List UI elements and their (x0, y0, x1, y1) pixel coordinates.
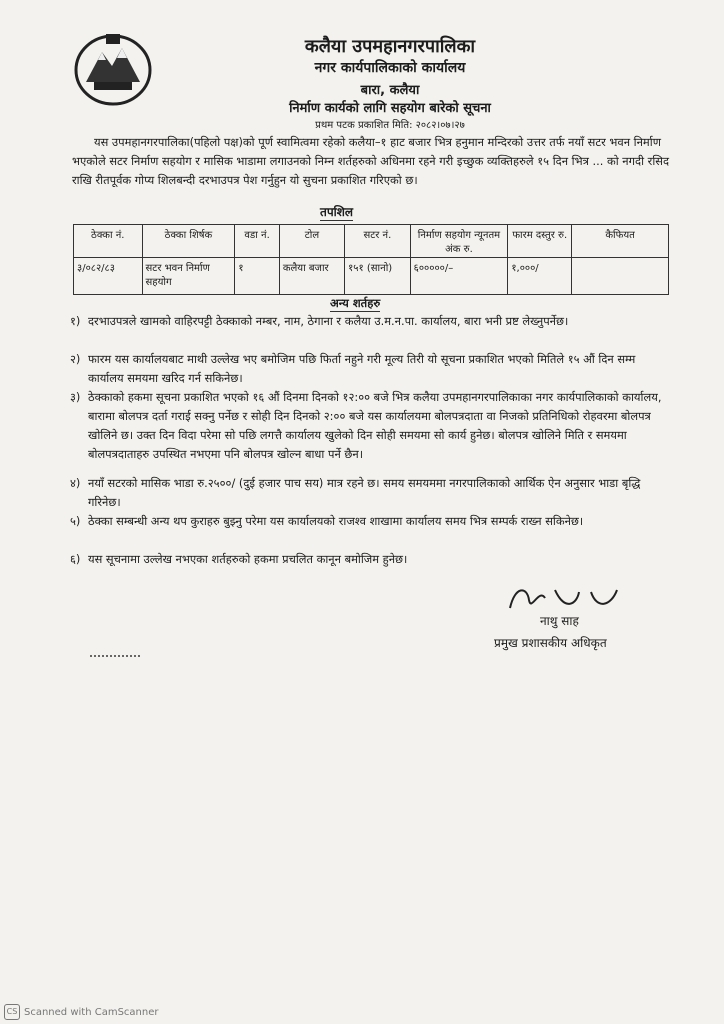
condition-number: १) (70, 314, 81, 328)
condition-text: फारम यस कार्यालयबाट माथी उल्लेख भए बमोजिम पछि फिर्ता नहुने गरी मूल्य तिरी यो सूचना प्रकाशित भएको मितिले १५ औं दिन सम्म कार्यालय समयमा खरिद गर्न सकिनेछ। (88, 352, 636, 385)
cell-min-amount: ६०००००/– (410, 258, 508, 295)
condition-number: ५) (70, 514, 81, 528)
col-header: ठेक्का नं. (74, 225, 143, 258)
header-municipality: कलैया उपमहानगरपालिका (304, 36, 476, 57)
camscanner-logo-icon: CS (4, 1004, 20, 1020)
condition-item (70, 350, 674, 388)
signatory-title: प्रमुख प्रशासकीय अधिकृत (494, 636, 607, 650)
condition-text: ठेक्काको हकमा सूचना प्रकाशित भएको १६ औं दिनमा दिनको १२:०० बजे भित्र कलैया उपमहानगरपालिकाका नगर कार्यपालिकाको कार्यालय, बारामा बोलपत्र दर्ता गराई सक्नु पर्नेछ र सोही दिन दिनको २:०० बजे यस कार्यालयमा बोलपत्रदाता वा निजको प्रतिनिधिको रोहवरमा बोलपत्र खोलिने छ। उक्त दिन विदा परेमा सो पछि लगत्तै कार्यालय खुलेको दिन सोही समयमा सो कार्य हुनेछ। बोलपत्र खोलिने मिति र समयमा बोलपत्रदाताहरु उपस्थित नभएमा पनि बोलपत्र खोल्न बाधा पर्ने छैन। (88, 390, 662, 461)
cell-contract-no: ३/०८२/८३ (74, 258, 143, 295)
signatory-name: नाथु साह (540, 614, 579, 628)
condition-number: २) (70, 352, 81, 366)
cell-form-fee: १,०००/ (508, 258, 572, 295)
condition-number: ३) (70, 390, 81, 404)
publish-date: प्रथम पटक प्रकाशित मिति: २०८२।०७।२७ (315, 120, 465, 131)
condition-item (70, 312, 674, 331)
cell-shutter-no: १५१ (सानो) (345, 258, 411, 295)
cell-remarks (572, 258, 669, 295)
col-header: फारम दस्तुर रु. (508, 225, 572, 258)
col-header: ठेक्का शिर्षक (142, 225, 235, 258)
col-header: टोल (279, 225, 344, 258)
header-office: नगर कार्यपालिकाको कार्यालय (314, 60, 466, 76)
watermark-text: Scanned with CamScanner (24, 1006, 159, 1018)
table-header-row (74, 225, 669, 258)
col-header: निर्माण सहयोग न्यूनतम अंक रु. (410, 225, 508, 258)
notice-title: निर्माण कार्यको लागि सहयोग बारेको सूचना (289, 101, 491, 116)
condition-text: ठेक्का सम्बन्धी अन्य थप कुराहरु बुझ्नु परेमा यस कार्यालयको राजश्व शाखामा कार्यालय समय भित्र सम्पर्क राख्न सकिनेछ। (88, 514, 584, 528)
condition-item (70, 388, 674, 464)
scanner-watermark (4, 1004, 159, 1020)
municipality-emblem-icon (72, 30, 154, 108)
condition-text: दरभाउपत्रले खामको वाहिरपट्टी ठेक्काको नम्बर, नाम, ठेगाना र कलैया उ.म.न.पा. कार्यालय, बारा भनी प्रष्ट लेख्नुपर्नेछ। (88, 314, 569, 328)
condition-text: नयाँ सटरको मासिक भाडा रु.२५००/ (दुई हजार पाच सय) मात्र रहने छ। समय समयममा नगरपालिकाको आर्थिक ऐन अनुसार भाडा बृद्धि गरिनेछ। (88, 476, 641, 509)
table-title: तपशिल (320, 205, 354, 219)
condition-item (70, 550, 674, 569)
col-header: कैफियत (572, 225, 669, 258)
details-table (73, 224, 669, 295)
condition-text: यस सूचनामा उल्लेख नभएका शर्तहरुको हकमा प्रचलित कानून बमोजिम हुनेछ। (88, 552, 408, 566)
table-row (74, 258, 669, 295)
conditions-title: अन्य शर्तहरु (330, 296, 381, 310)
col-header: वडा नं. (235, 225, 280, 258)
cell-ward: १ (235, 258, 280, 295)
cell-tole: कलैया बजार (279, 258, 344, 295)
condition-number: ४) (70, 476, 81, 490)
condition-number: ६) (70, 552, 81, 566)
header-location: बारा, कलैया (360, 83, 420, 98)
condition-item (70, 474, 674, 512)
cell-title: सटर भवन निर्माण सहयोग (142, 258, 235, 295)
condition-item (70, 512, 674, 531)
divider (90, 655, 140, 657)
col-header: सटर नं. (345, 225, 411, 258)
intro-paragraph: यस उपमहानगरपालिका(पहिलो पक्ष)को पूर्ण स्वामित्वमा रहेको कलैया–१ हाट बजार भित्र हनुमान मन्दिरको उत्तर तर्फ नयाँ सटर भवन निर्माण भएकोले सटर निर्माण सहयोग र मासिक भाडामा लगाउनको निम्न शर्तहरुको अधिनमा रहने गरी इच्छुक व्यक्तिहरुले १५ दिन भित्र ... को नगदी रसिद राखि रीतपूर्वक गोप्य शिलबन्दी दरभाउपत्र पेश गर्नुहुन यो सुचना प्रकाशित गरिएको छ। (72, 135, 670, 187)
